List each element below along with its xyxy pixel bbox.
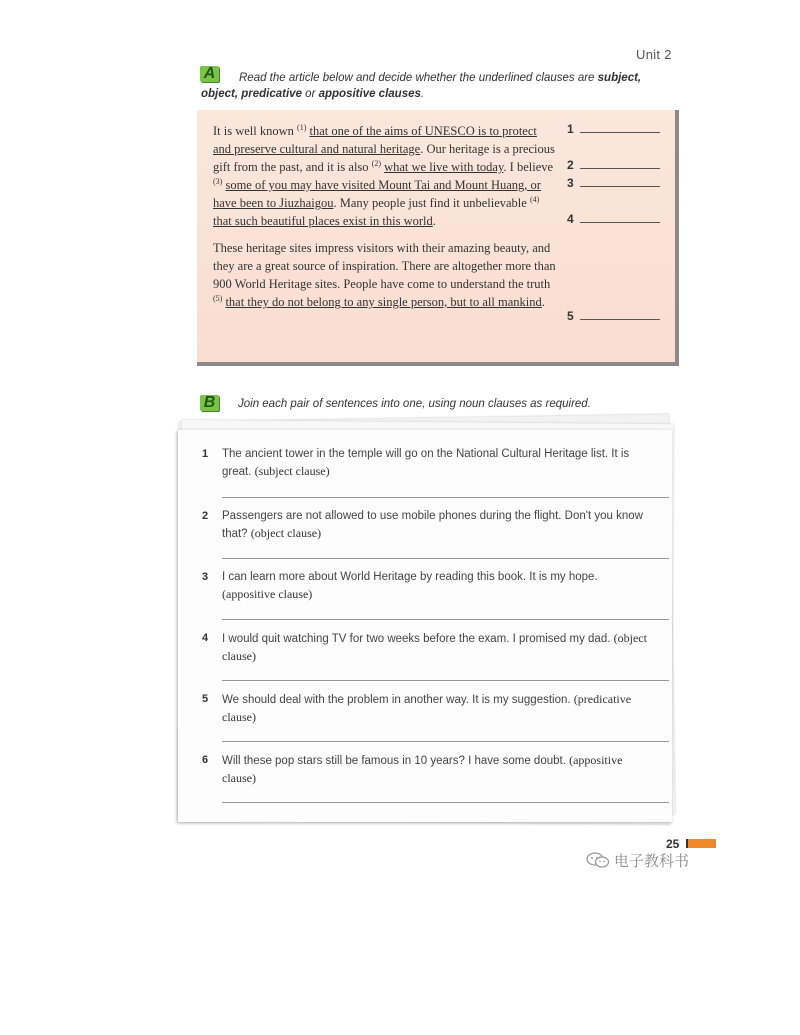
- question-text: I can learn more about World Heritage by reading this book. It is my hope.: [222, 571, 598, 583]
- underlined-clause-5: that they do not belong to any single person, but to all mankind: [225, 295, 542, 309]
- answer-blank-5[interactable]: [567, 309, 660, 323]
- question-text: I would quit watching TV for two weeks before the exam. I promised my dad.: [222, 633, 611, 645]
- answer-line-6[interactable]: [222, 802, 669, 803]
- answer-blank-2[interactable]: [567, 158, 660, 172]
- article-text-span: These heritage sites impress visitors with their amazing beauty, and they are a great source of inspiration. There are altogether more than 900 World Heritage sites. People have come to understand the truth: [213, 241, 556, 291]
- article-text-span: . Our heritage is a precious gift from the past, and it is also: [213, 142, 555, 174]
- blank-number: 5: [567, 309, 574, 323]
- answer-line-4[interactable]: [222, 680, 669, 681]
- question-number: 6: [202, 754, 209, 766]
- section-b-instructions: Join each pair of sentences into one, using noun clauses as required.: [238, 398, 591, 410]
- article-box: [197, 110, 679, 366]
- blank-line[interactable]: [580, 176, 660, 187]
- question-2: [202, 508, 652, 543]
- section-b-badge: B: [200, 395, 219, 411]
- section-a-badge: A: [200, 66, 219, 82]
- clause-type: (predicative clause): [222, 692, 632, 724]
- underlined-clause-3: some of you may have visited Mount Tai and Mount Huang, or have been to Jiuzhaigou: [213, 178, 541, 210]
- underlined-clause-2: what we live with today: [384, 160, 504, 174]
- clause-type: (object clause): [222, 631, 647, 663]
- clause-marker-4: (4): [529, 194, 540, 204]
- question-text: Passengers are not allowed to use mobile phones during the flight. Don't you know that?: [222, 510, 643, 540]
- question-3: [202, 569, 652, 604]
- blank-number: 1: [567, 122, 574, 136]
- article-paragraph-2: [213, 239, 558, 311]
- question-number: 1: [202, 448, 209, 460]
- question-number: 5: [202, 693, 209, 705]
- answer-blank-4[interactable]: [567, 212, 660, 226]
- clause-type: (appositive clause): [222, 753, 623, 785]
- question-number: 3: [202, 571, 209, 583]
- question-text: We should deal with the problem in another way. It is my suggestion.: [222, 694, 571, 706]
- clause-marker-1: (1): [297, 122, 307, 132]
- blank-number: 3: [567, 176, 574, 190]
- blank-line[interactable]: [580, 212, 660, 223]
- question-4: [202, 630, 652, 666]
- page-number-accent-bar: [686, 839, 716, 848]
- underlined-clause-1: that one of the aims of UNESCO is to protect and preserve cultural and natural heritage: [213, 124, 537, 156]
- question-number: 4: [202, 632, 209, 644]
- unit-label: Unit 2: [636, 47, 672, 62]
- answer-line-1[interactable]: [222, 497, 669, 498]
- article-text: [213, 122, 558, 320]
- article-text-span: It is well known: [213, 124, 298, 138]
- answer-line-5[interactable]: [222, 741, 669, 742]
- blank-line[interactable]: [580, 158, 660, 169]
- blank-line[interactable]: [580, 309, 660, 320]
- question-6: [202, 752, 652, 788]
- question-text: The ancient tower in the temple will go on the National Cultural Heritage list. It is great.: [222, 448, 630, 478]
- instructions-a-bold: subject, object, predicative: [201, 72, 642, 100]
- clause-marker-5: (5): [213, 293, 223, 303]
- answer-line-2[interactable]: [222, 558, 669, 559]
- question-5: [202, 691, 652, 727]
- instructions-a-or: or: [301, 88, 319, 100]
- underlined-clause-4: that such beautiful places exist in this world: [213, 214, 433, 228]
- question-1: [202, 446, 652, 481]
- answer-blank-1[interactable]: [567, 122, 660, 136]
- question-number: 2: [202, 510, 209, 522]
- article-text-span: . I believe: [503, 160, 554, 174]
- instructions-a-bold2: appositive clauses: [318, 88, 421, 100]
- article-text-span: .: [432, 214, 436, 228]
- answer-blank-3[interactable]: [567, 176, 660, 190]
- page-number: 25: [666, 837, 680, 851]
- blank-number: 2: [567, 158, 574, 172]
- blank-number: 4: [567, 212, 574, 226]
- exercise-paper: [178, 418, 674, 822]
- paper-sheet-front: [178, 430, 672, 822]
- instructions-a-end: .: [420, 88, 425, 100]
- watermark: [586, 850, 689, 871]
- instructions-a-text: Read the article below and decide whether the underlined clauses are: [239, 72, 598, 84]
- section-a-instructions: [201, 70, 681, 102]
- clause-type: (object clause): [250, 526, 322, 540]
- blank-line[interactable]: [580, 122, 660, 133]
- answer-line-3[interactable]: [222, 619, 669, 620]
- article-text-span: . Many people just find it unbelievable: [333, 196, 530, 210]
- wechat-icon: [586, 852, 610, 868]
- clause-marker-3: (3): [213, 176, 223, 186]
- article-text-span: .: [541, 295, 545, 309]
- question-text: Will these pop stars still be famous in 10 years? I have some doubt.: [222, 755, 566, 767]
- clause-type: (appositive clause): [222, 587, 313, 601]
- clause-type: (subject clause): [254, 464, 330, 478]
- watermark-text: 电子教科书: [614, 853, 690, 870]
- article-paragraph-1: [213, 122, 558, 230]
- clause-marker-2: (2): [371, 158, 381, 168]
